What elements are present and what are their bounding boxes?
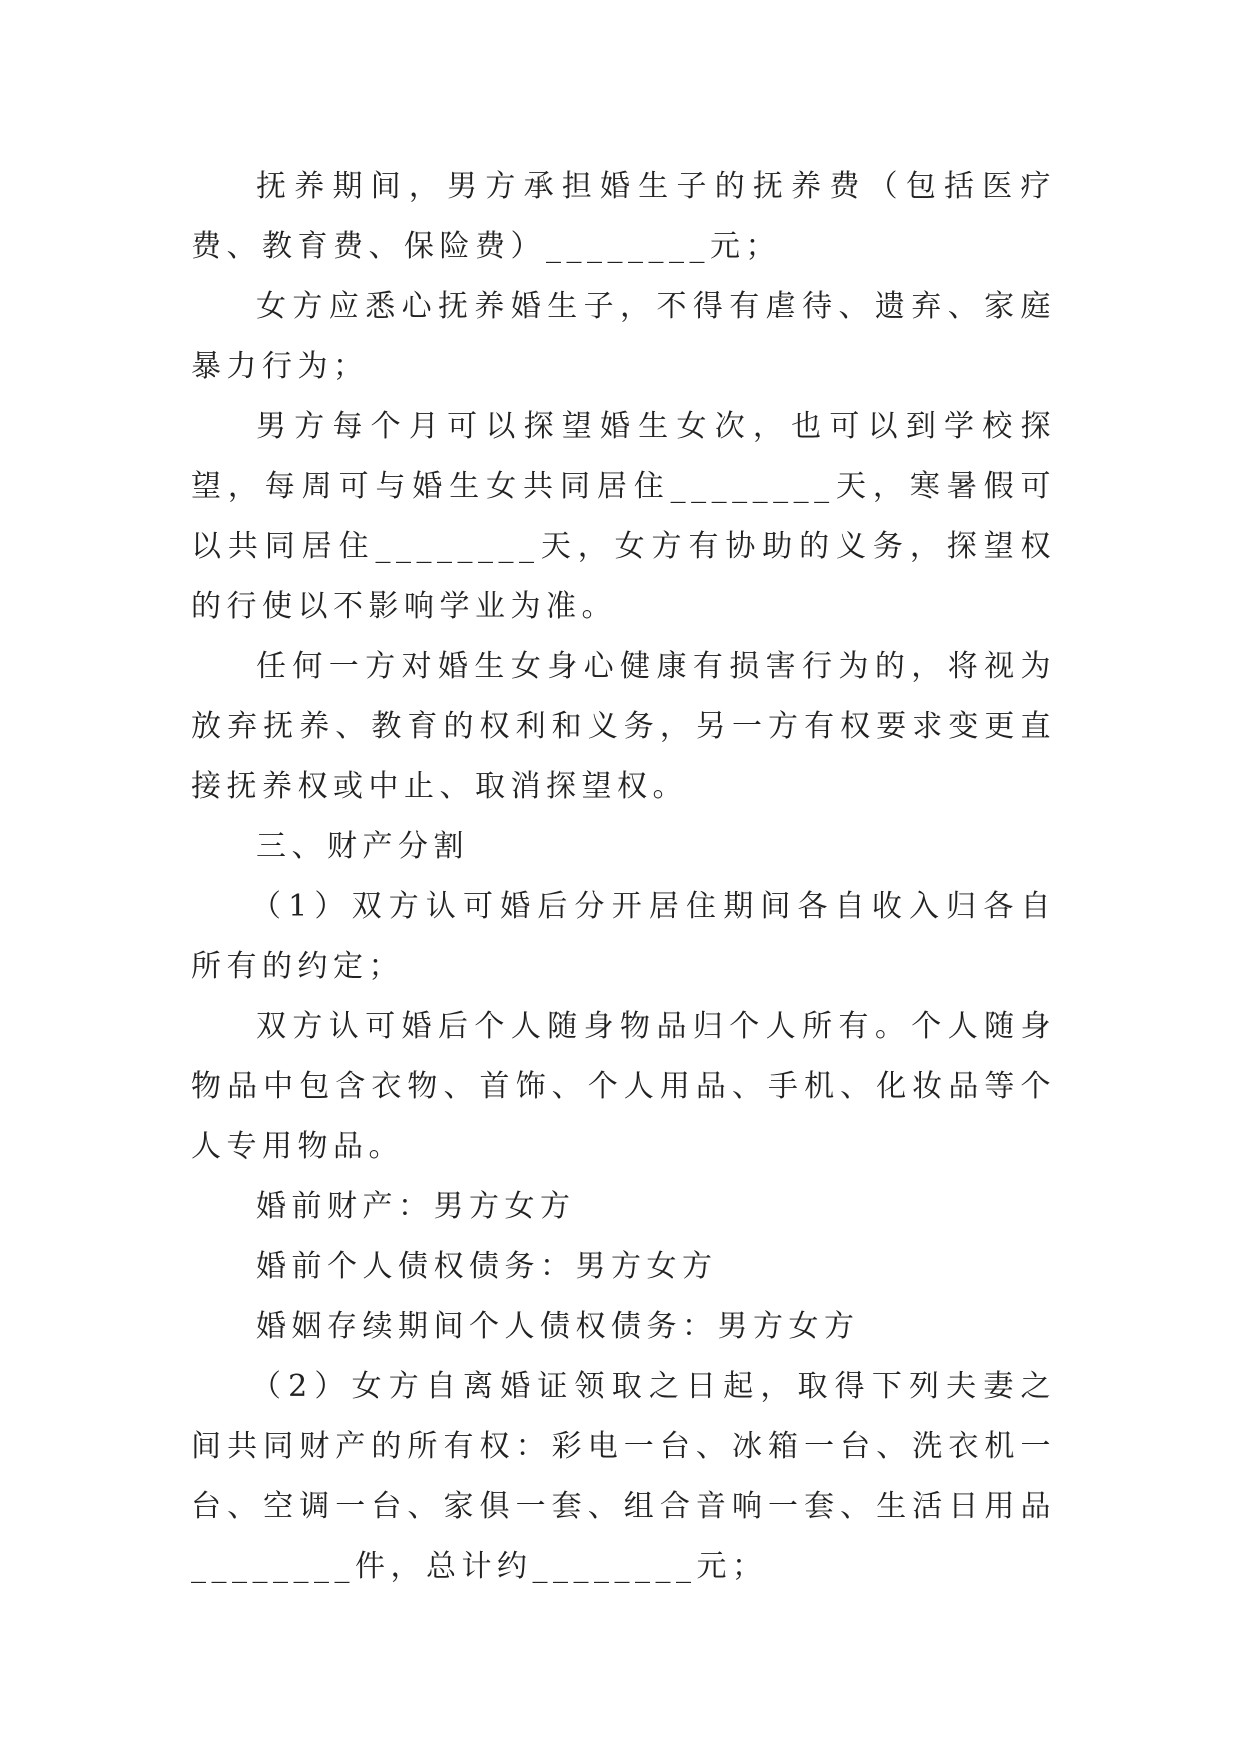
paragraph-harm-clause: 任何一方对婚生女身心健康有损害行为的，将视为放弃抚养、教育的权利和义务，另一方有权要求变更直接抚养权或中止、取消探望权。 xyxy=(191,649,1056,804)
section-heading-property-division: 三、财产分割 xyxy=(256,829,469,864)
document-body xyxy=(191,157,1056,1597)
paragraph-care-obligation: 女方应悉心抚养婚生子，不得有虐待、遗弃、家庭暴力行为； xyxy=(191,289,1056,384)
paragraph-marital-debts: 婚姻存续期间个人债权债务：男方女方 xyxy=(256,1309,860,1344)
paragraph-child-support-cost: 抚养期间，男方承担婚生子的抚养费（包括医疗费、教育费、保险费）________元； xyxy=(191,169,1056,264)
paragraph-visitation: 男方每个月可以探望婚生女次，也可以到学校探望，每周可与婚生女共同居住________天，寒暑假可以共同居住________天，女方有协助的义务，探望权的行使以不影响学业为准。 xyxy=(191,409,1056,624)
paragraph-premarital-debts: 婚前个人债权债务：男方女方 xyxy=(256,1249,718,1284)
paragraph-income-agreement: （1）双方认可婚后分开居住期间各自收入归各自所有的约定； xyxy=(191,889,1056,984)
paragraph-premarital-property: 婚前财产：男方女方 xyxy=(256,1189,576,1224)
paragraph-personal-items: 双方认可婚后个人随身物品归个人所有。个人随身物品中包含衣物、首饰、个人用品、手机、化妆品等个人专用物品。 xyxy=(191,1009,1056,1164)
paragraph-joint-property: （2）女方自离婚证领取之日起，取得下列夫妻之间共同财产的所有权：彩电一台、冰箱一台、洗衣机一台、空调一台、家俱一套、组合音响一套、生活日用品________件，总计约________元； xyxy=(191,1369,1056,1584)
